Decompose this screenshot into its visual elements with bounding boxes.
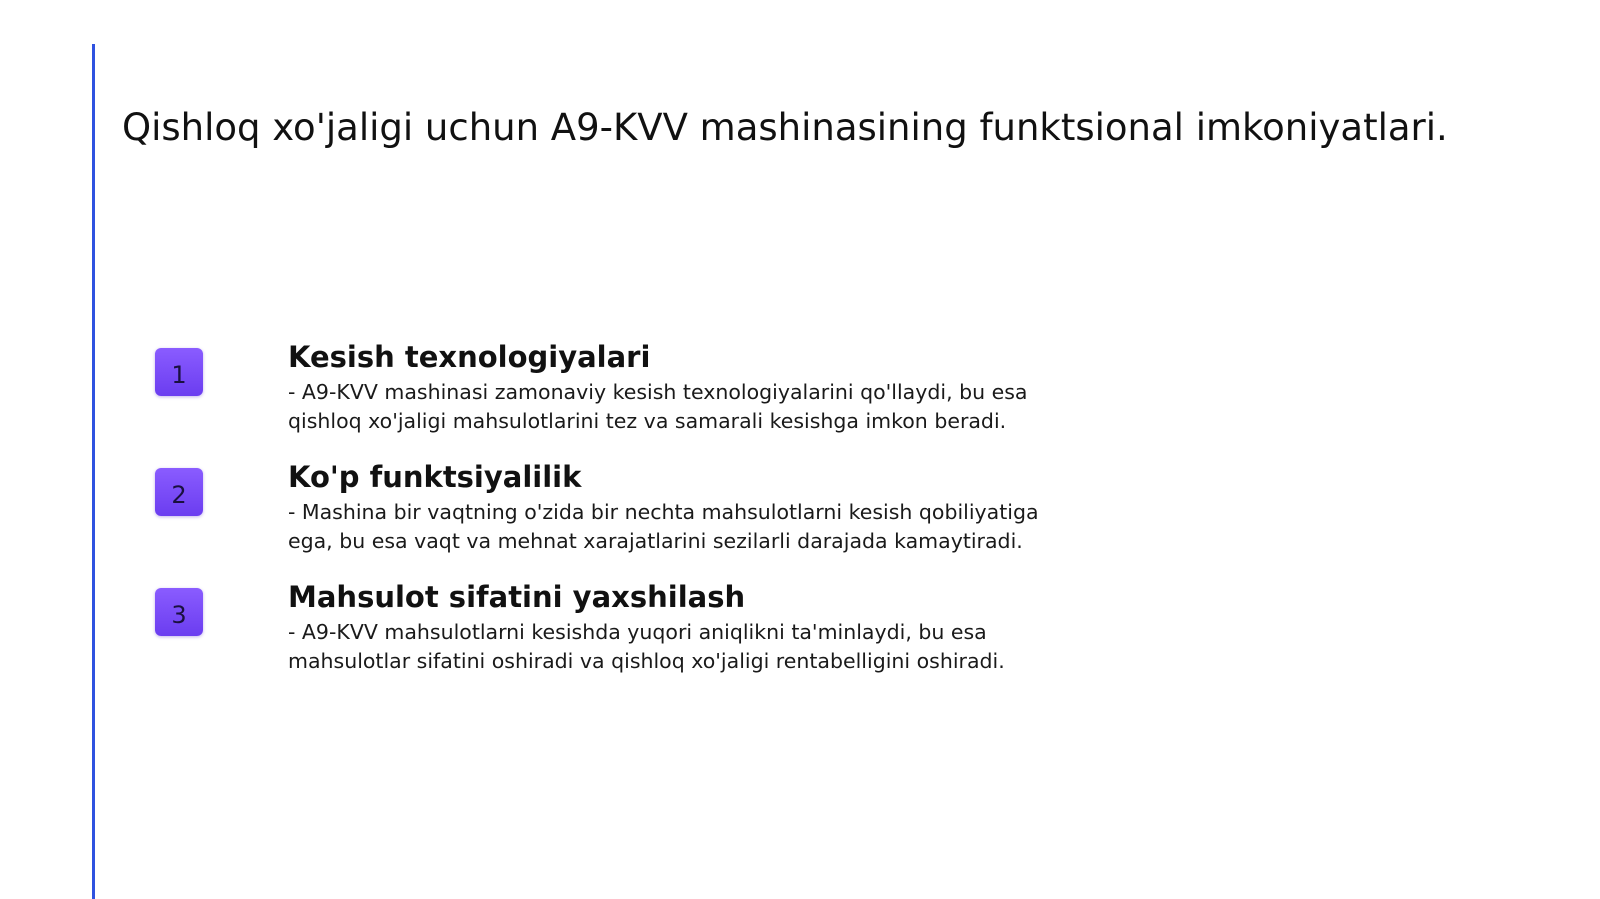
accent-line (92, 44, 95, 899)
number-badge (155, 468, 203, 516)
feature-title: Kesish texnologiyalari (288, 340, 651, 374)
number-badge (155, 588, 203, 636)
number-badge (155, 348, 203, 396)
feature-description: - A9-KVV mahsulotlarni kesishda yuqori aniqlikni ta'minlaydi, bu esa mahsulotlar sifatini oshiradi va qishloq xo'jaligi rentabelligini oshiradi. (288, 620, 1005, 673)
slide-title: Qishloq xo'jaligi uchun A9-KVV mashinasining funktsional imkoniyatlari. (122, 106, 1448, 149)
feature-description: - A9-KVV mashinasi zamonaviy kesish texnologiyalarini qo'llaydi, bu esa qishloq xo'jaligi mahsulotlarini tez va samarali kesishga imkon beradi. (288, 380, 1028, 433)
feature-description: - Mashina bir vaqtning o'zida bir nechta mahsulotlarni kesish qobiliyatiga ega, bu esa vaqt va mehnat xarajatlarini sezilarli darajada kamaytiradi. (288, 500, 1039, 553)
badge-number: 3 (171, 601, 187, 629)
badge-number: 2 (171, 481, 187, 509)
badge-number: 1 (171, 361, 187, 389)
feature-title: Ko'p funktsiyalilik (288, 460, 582, 494)
feature-title: Mahsulot sifatini yaxshilash (288, 580, 746, 614)
